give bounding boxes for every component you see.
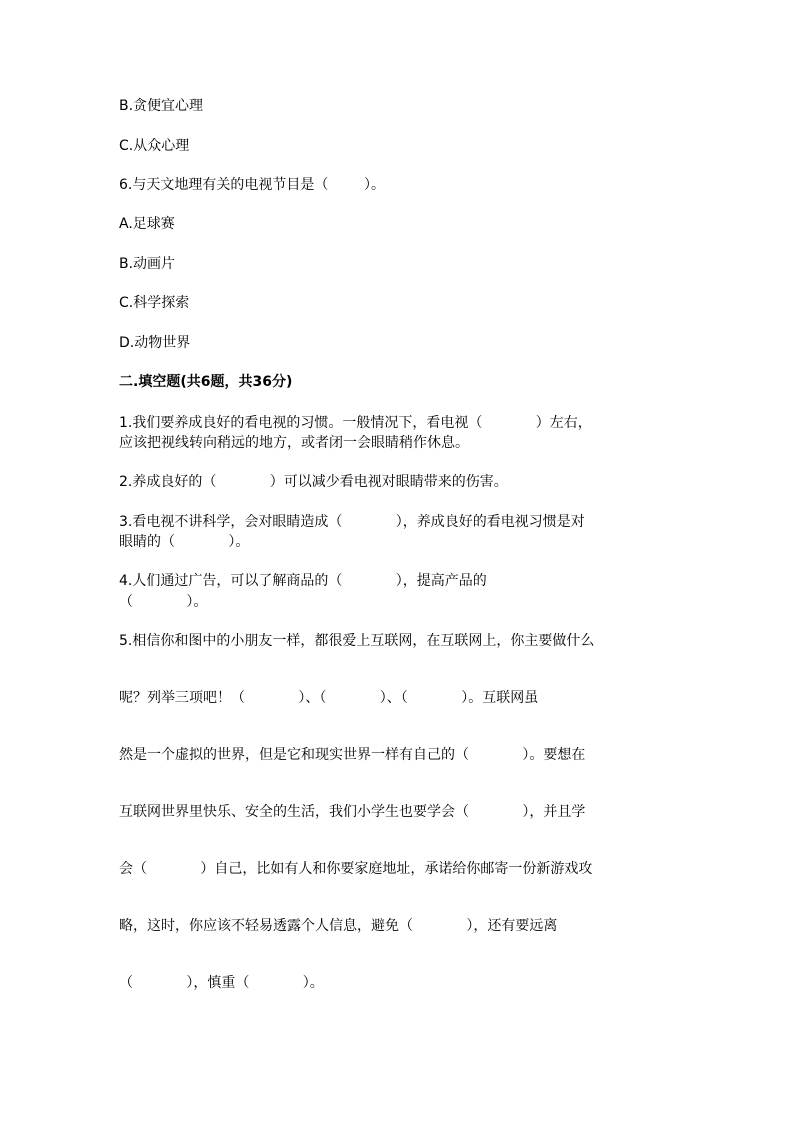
option-c-prev: C.从众心理	[119, 138, 190, 154]
fill-q3-line2: 眼睛的（ ）。	[119, 534, 250, 550]
fill-q5-line4: 互联网世界里快乐、安全的生活，我们小学生也要学会（ ），并且学	[119, 804, 586, 820]
question-6-stem: 6.与天文地理有关的电视节目是（ ）。	[119, 177, 385, 193]
section-heading-fill-in: 二.填空题(共6题，共36分)	[119, 374, 293, 390]
question-6-option-d: D.动物世界	[119, 335, 191, 351]
fill-q1-line2: 应该把视线转向稍远的地方，或者闭一会眼睛稍作休息。	[119, 435, 469, 451]
option-b-prev: B.贪便宜心理	[119, 98, 204, 114]
question-6-option-b: B.动画片	[119, 256, 176, 272]
fill-q1-line1: 1.我们要养成良好的看电视的习惯。一般情况下，看电视（ ）左右，	[119, 415, 592, 431]
fill-q3-line1: 3.看电视不讲科学，会对眼睛造成（ ），养成良好的看电视习惯是对	[119, 514, 585, 530]
question-6-option-c: C.科学探索	[119, 295, 190, 311]
fill-q2: 2.养成良好的（ ）可以减少看电视对眼睛带来的伤害。	[119, 474, 508, 490]
fill-q5-line7: （ ），慎重（ ）。	[119, 975, 324, 991]
fill-q5-line6: 略，这时，你应该不轻易透露个人信息，避免（ ），还有要远离	[119, 918, 558, 934]
question-6-option-a: A.足球赛	[119, 216, 175, 232]
fill-q5-line1: 5.相信你和图中的小朋友一样，都很爱上互联网，在互联网上，你主要做什么	[119, 633, 595, 649]
fill-q5-line2: 呢？列举三项吧！（ ）、（ ）、（ ）。互联网虽	[119, 690, 539, 706]
fill-q4-line1: 4.人们通过广告，可以了解商品的（ ），提高产品的	[119, 573, 487, 589]
fill-q5-line3: 然是一个虚拟的世界，但是它和现实世界一样有自己的（ ）。要想在	[119, 747, 586, 763]
fill-q5-line5: 会（ ）自己，比如有人和你要家庭地址，承诺给你邮寄一份新游戏攻	[119, 861, 593, 877]
fill-q4-line2: （ ）。	[119, 594, 208, 610]
